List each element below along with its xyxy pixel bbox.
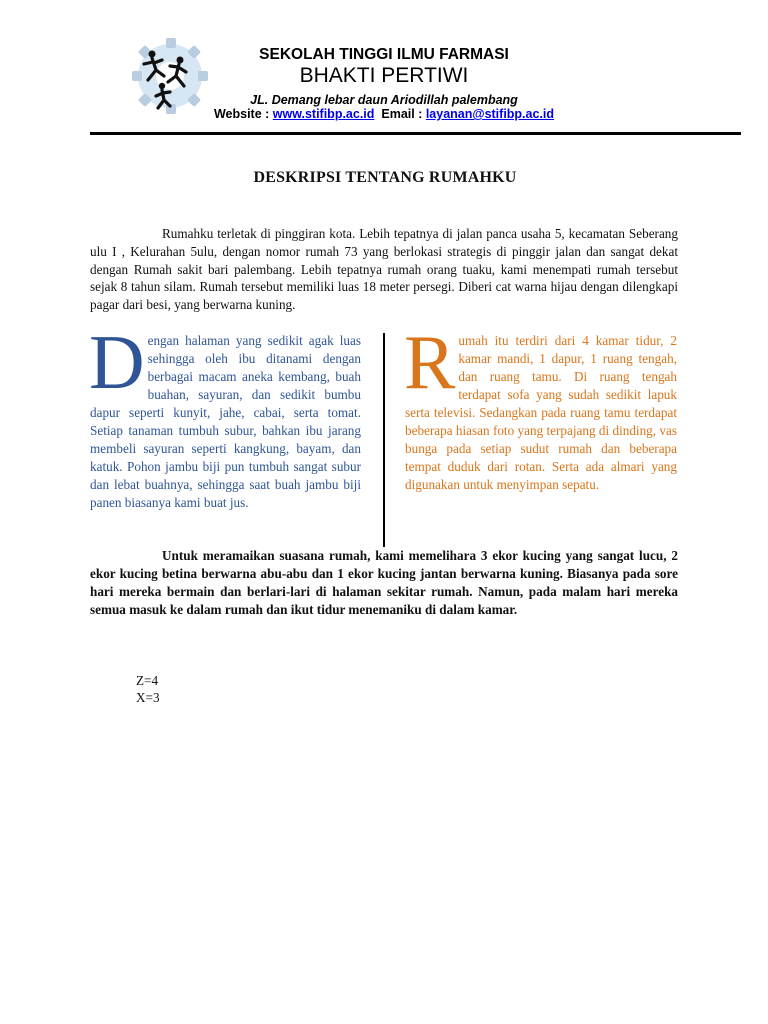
website-label: Website :	[213, 107, 273, 121]
email-label: Email :	[374, 107, 426, 121]
right-column-text: umah itu terdiri dari 4 kamar tidur, 2 kamar mandi, 1 dapur, 1 ruang tengah, dan ruang tamu. Di ruang tengah terdapat sofa yang sudah sedikit lapuk serta televisi. Sedangkan pada ruang tamu terdapat beberapa hiasan foto yang terpajang di dinding, vas bunga pada setiap sudut rumah dan beberapa tempat duduk dari rotan. Serta ada almari yang digunakan untuk menyimpan sepatu.	[405, 333, 677, 492]
school-logo-icon	[122, 36, 210, 114]
left-column-text: engan halaman yang sedikit agak luas sehingga oleh ibu ditanami dengan berbagai macam aneka kembang, buah buahan, sayuran, dan sedikit bumbu dapur seperti kunyit, jahe, cabai, serta tomat. Setiap tanaman tumbuh subur, bahkan ibu jarang membeli sayuran seperti kangkung, bayam, dan katuk. Pohon jambu biji pun tumbuh sangat subur dan lebat buahnya, sehingga saat buah jambu biji panen biasanya kami buat jus.	[90, 333, 361, 510]
column-divider	[383, 333, 385, 547]
right-column	[404, 319, 677, 494]
cats-paragraph: Untuk meramaikan suasana rumah, kami memelihara 3 ekor kucing yang sangat lucu, 2 ekor kucing betina berwarna abu-abu dan 1 ekor kucing jantan berwarna kuning. Biasanya pada sore hari mereka bermain dan berlari-lari di halaman sekitar rumah. Namun, pada malam hari mereka semua masuk ke dalam rumah dan ikut tidur menemaniku di dalam kamar.	[90, 548, 678, 617]
school-name: BHAKTI PERTIWI	[299, 64, 469, 87]
header-divider	[90, 132, 741, 135]
email-link[interactable]: layanan@stifibp.ac.id	[425, 107, 555, 121]
right-dropcap: R	[404, 319, 456, 405]
left-column	[89, 319, 361, 512]
variable-x: X=3	[136, 690, 160, 705]
website-link[interactable]: www.stifibp.ac.id	[272, 107, 375, 121]
document-title: DESKRIPSI TENTANG RUMAHKU	[253, 169, 517, 186]
contact-line	[200, 107, 568, 121]
intro-paragraph: Rumahku terletak di pinggiran kota. Lebih tepatnya di jalan panca usaha 5, kecamatan Seberang ulu I , Kelurahan 5ulu, dengan nomor rumah 73 yang berlokasi strategis di pinggir jalan dan sangat dekat dengan Rumah sakit bari palembang. Lebih tepatnya rumah orang tuaku, kami menempati rumah tersebut sejak 8 tahun silam. Rumah tersebut memiliki luas 18 meter persegi. Diberi cat warna hijau dengan dilengkapi pagar dari besi, yang berwarna kuning.	[90, 226, 678, 313]
institution-name: SEKOLAH TINGGI ILMU FARMASI	[259, 46, 509, 63]
left-dropcap: D	[89, 319, 145, 405]
variable-z: Z=4	[136, 673, 159, 688]
school-address: JL. Demang lebar daun Ariodillah palembang	[250, 93, 518, 107]
